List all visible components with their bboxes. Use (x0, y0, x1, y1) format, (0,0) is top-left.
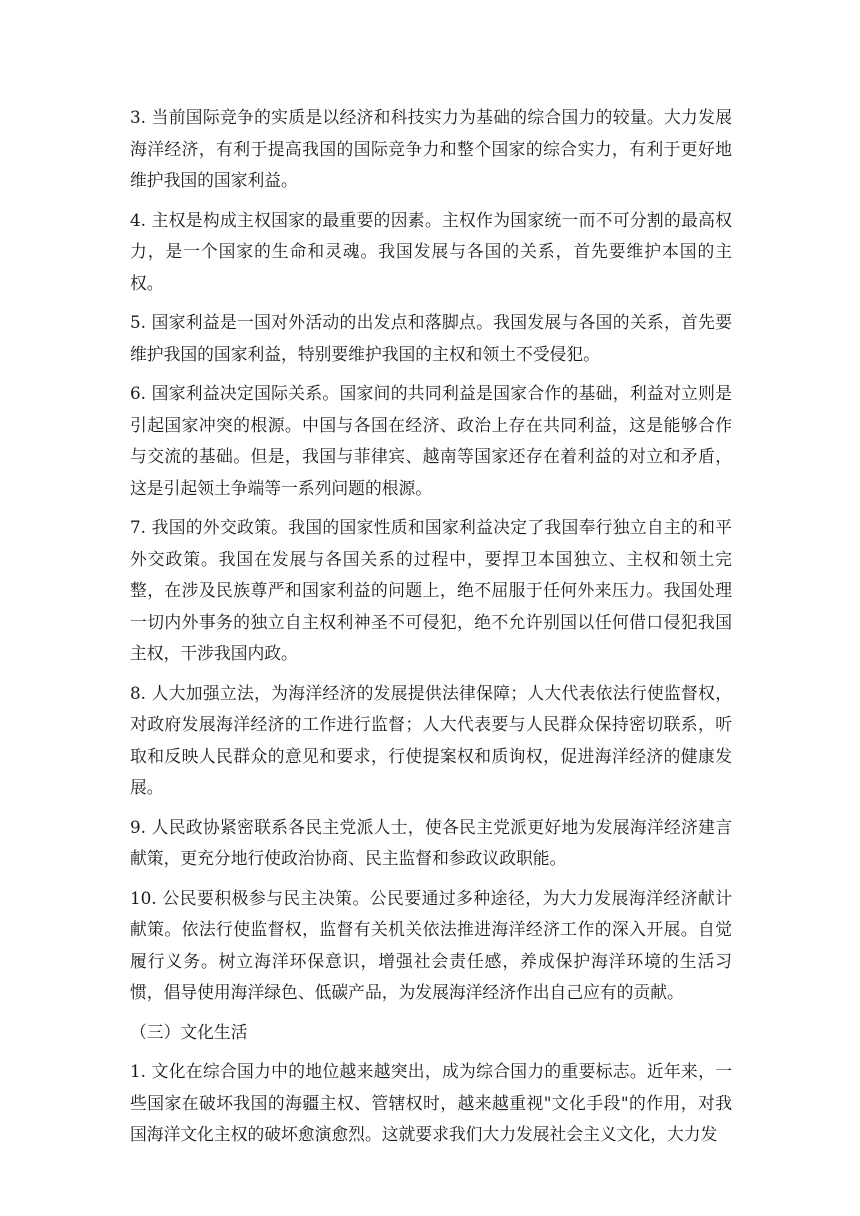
document-body (130, 102, 732, 1159)
paragraph-culture-1: 1. 文化在综合国力中的地位越来越突出，成为综合国力的重要标志。近年来，一些国家在破坏我国的海疆主权、管辖权时，越来越重视"文化手段"的作用，对我国海洋文化主权的破坏愈演愈烈。这就要求我们大力发展社会主义文化，大力发 (130, 1061, 732, 1144)
paragraph-7: 7. 我国的外交政策。我国的国家性质和国家利益决定了我国奉行独立自主的和平外交政策。我国在发展与各国关系的过程中，要捍卫本国独立、主权和领土完整，在涉及民族尊严和国家利益的问题上，绝不屈服于任何外来压力。我国处理一切内外事务的独立自主权利神圣不可侵犯，绝不允许别国以任何借口侵犯我国主权，干涉我国内政。 (130, 517, 732, 663)
paragraph-10: 10. 公民要积极参与民主决策。公民要通过多种途径，为大力发展海洋经济献计献策。依法行使监督权，监督有关机关依法推进海洋经济工作的深入开展。自觉履行义务。树立海洋环保意识，增强社会责任感，养成保护海洋环境的生活习惯，倡导使用海洋绿色、低碳产品，为发展海洋经济作出自己应有的贡献。 (130, 887, 732, 1002)
paragraph-4: 4. 主权是构成主权国家的最重要的因素。主权作为国家统一而不可分割的最高权力，是一个国家的生命和灵魂。我国发展与各国的关系，首先要维护本国的主权。 (130, 209, 732, 293)
paragraph-5: 5. 国家利益是一国对外活动的出发点和落脚点。我国发展与各国的关系，首先要维护我国的国家利益，特别要维护我国的主权和领土不受侵犯。 (130, 312, 732, 364)
paragraph-9: 9. 人民政协紧密联系各民主党派人士，使各民主党派更好地为发展海洋经济建言献策，更充分地行使政治协商、民主监督和参政议政职能。 (130, 816, 732, 868)
paragraph-6: 6. 国家利益决定国际关系。国家间的共同利益是国家合作的基础，利益对立则是引起国家冲突的根源。中国与各国在经济、政治上存在共同利益，这是能够合作与交流的基础。但是，我国与菲律宾、越南等国家还存在着利益的对立和矛盾，这是引起领土争端等一系列问题的根源。 (130, 383, 732, 498)
section-heading-culture: （三）文化生活 (130, 1021, 248, 1042)
paragraph-3: 3. 当前国际竞争的实质是以经济和科技实力为基础的综合国力的较量。大力发展海洋经济，有利于提高我国的国际竞争力和整个国家的综合实力，有利于更好地维护我国的国家利益。 (130, 107, 732, 190)
paragraph-8: 8. 人大加强立法，为海洋经济的发展提供法律保障；人大代表依法行使监督权，对政府发展海洋经济的工作进行监督；人大代表要与人民群众保持密切联系，听取和反映人民群众的意见和要求，行使提案权和质询权，促进海洋经济的健康发展。 (130, 682, 732, 797)
